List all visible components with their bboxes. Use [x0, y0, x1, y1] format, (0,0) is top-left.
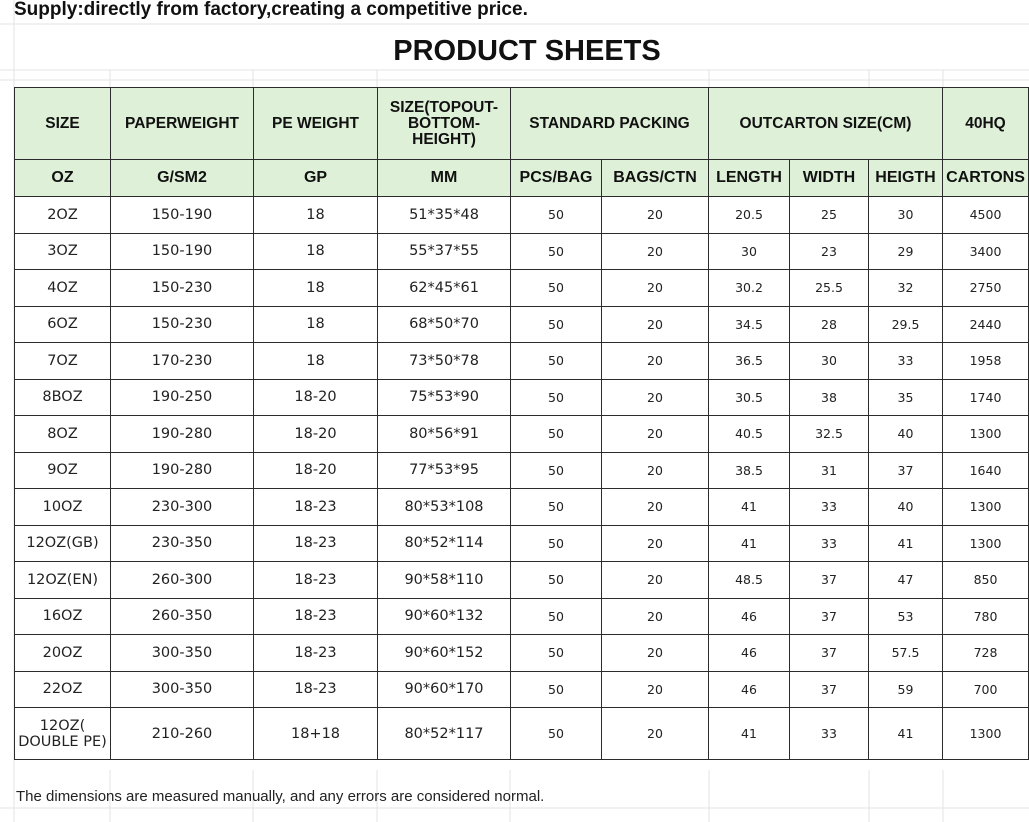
table-row: [15, 197, 1029, 234]
cell-cartons: 2440: [943, 306, 1029, 343]
cell-bags-ctn: 20: [602, 270, 709, 307]
header-standard-packing: STANDARD PACKING: [511, 88, 709, 160]
unit-header-row: [15, 160, 1029, 197]
cell-dimensions: 80*53*108: [378, 489, 511, 526]
unit-pcs-bag: PCS/BAG: [511, 160, 602, 197]
cell-heigth: 40: [869, 416, 943, 453]
cell-cartons: 1958: [943, 343, 1029, 380]
cell-size: 12OZ(EN): [15, 562, 111, 599]
cell-length: 40.5: [709, 416, 790, 453]
cell-heigth: 29: [869, 233, 943, 270]
cell-size: 10OZ: [15, 489, 111, 526]
cell-size: 20OZ: [15, 635, 111, 672]
cell-pe-weight: 18-23: [254, 635, 378, 672]
cell-pe-weight: 18-23: [254, 562, 378, 599]
cell-heigth: 29.5: [869, 306, 943, 343]
table-row: [15, 452, 1029, 489]
cell-cartons: 4500: [943, 197, 1029, 234]
cell-paperweight: 150-190: [111, 197, 254, 234]
cell-width: 33: [790, 489, 869, 526]
cell-width: 25: [790, 197, 869, 234]
cell-pcs-bag: 50: [511, 379, 602, 416]
table-row: [15, 306, 1029, 343]
cell-pe-weight: 18+18: [254, 708, 378, 760]
cell-cartons: 728: [943, 635, 1029, 672]
cell-pe-weight: 18-23: [254, 671, 378, 708]
cell-width: 37: [790, 635, 869, 672]
cell-bags-ctn: 20: [602, 197, 709, 234]
cell-size: 22OZ: [15, 671, 111, 708]
cell-pe-weight: 18-20: [254, 452, 378, 489]
table-row: [15, 708, 1029, 760]
unit-length: LENGTH: [709, 160, 790, 197]
cell-cartons: 1300: [943, 416, 1029, 453]
unit-width: WIDTH: [790, 160, 869, 197]
cell-length: 46: [709, 598, 790, 635]
unit-heigth: HEIGTH: [869, 160, 943, 197]
cell-pe-weight: 18: [254, 306, 378, 343]
cell-pcs-bag: 50: [511, 635, 602, 672]
cell-paperweight: 190-280: [111, 416, 254, 453]
cell-pe-weight: 18-23: [254, 598, 378, 635]
cell-paperweight: 150-230: [111, 270, 254, 307]
supply-statement: Supply:directly from factory,creating a competitive price.: [14, 0, 528, 20]
cell-dimensions: 62*45*61: [378, 270, 511, 307]
cell-size: 8BOZ: [15, 379, 111, 416]
cell-width: 32.5: [790, 416, 869, 453]
cell-bags-ctn: 20: [602, 416, 709, 453]
cell-paperweight: 230-300: [111, 489, 254, 526]
cell-paperweight: 150-190: [111, 233, 254, 270]
cell-pe-weight: 18: [254, 343, 378, 380]
cell-paperweight: 170-230: [111, 343, 254, 380]
table-row: [15, 525, 1029, 562]
table-row: [15, 671, 1029, 708]
header-40hq: 40HQ: [943, 88, 1029, 160]
cell-cartons: 780: [943, 598, 1029, 635]
cell-heigth: 41: [869, 525, 943, 562]
cell-pcs-bag: 50: [511, 306, 602, 343]
cell-bags-ctn: 20: [602, 343, 709, 380]
cell-width: 25.5: [790, 270, 869, 307]
unit-bags-ctn: BAGS/CTN: [602, 160, 709, 197]
cell-paperweight: 190-250: [111, 379, 254, 416]
cell-heigth: 30: [869, 197, 943, 234]
cell-pe-weight: 18-20: [254, 379, 378, 416]
cell-dimensions: 80*56*91: [378, 416, 511, 453]
cell-pcs-bag: 50: [511, 562, 602, 599]
cell-dimensions: 90*58*110: [378, 562, 511, 599]
cell-heigth: 40: [869, 489, 943, 526]
product-table: [14, 87, 1029, 760]
cell-bags-ctn: 20: [602, 233, 709, 270]
cell-pcs-bag: 50: [511, 197, 602, 234]
cell-cartons: 1640: [943, 452, 1029, 489]
cell-cartons: 850: [943, 562, 1029, 599]
cell-dimensions: 68*50*70: [378, 306, 511, 343]
table-row: [15, 562, 1029, 599]
cell-bags-ctn: 20: [602, 452, 709, 489]
cell-bags-ctn: 20: [602, 562, 709, 599]
cell-bags-ctn: 20: [602, 598, 709, 635]
cell-width: 38: [790, 379, 869, 416]
cell-length: 30: [709, 233, 790, 270]
cell-length: 36.5: [709, 343, 790, 380]
cell-heigth: 57.5: [869, 635, 943, 672]
table-row: [15, 233, 1029, 270]
header-pe-weight: PE WEIGHT: [254, 88, 378, 160]
header-dimensions: [378, 88, 511, 160]
cell-pcs-bag: 50: [511, 233, 602, 270]
cell-dimensions: 80*52*114: [378, 525, 511, 562]
cell-pcs-bag: 50: [511, 270, 602, 307]
cell-heigth: 33: [869, 343, 943, 380]
cell-paperweight: 210-260: [111, 708, 254, 760]
cell-width: 31: [790, 452, 869, 489]
cell-pcs-bag: 50: [511, 452, 602, 489]
cell-heigth: 53: [869, 598, 943, 635]
cell-size: 7OZ: [15, 343, 111, 380]
table-body: [15, 197, 1029, 760]
cell-length: 30.5: [709, 379, 790, 416]
cell-dimensions: 80*52*117: [378, 708, 511, 760]
cell-bags-ctn: 20: [602, 489, 709, 526]
cell-heigth: 59: [869, 671, 943, 708]
cell-bags-ctn: 20: [602, 525, 709, 562]
cell-cartons: 1300: [943, 708, 1029, 760]
cell-bags-ctn: 20: [602, 306, 709, 343]
cell-length: 46: [709, 671, 790, 708]
cell-dimensions: 55*37*55: [378, 233, 511, 270]
unit-cartons: CARTONS: [943, 160, 1029, 197]
cell-size: 3OZ: [15, 233, 111, 270]
cell-dimensions: 90*60*132: [378, 598, 511, 635]
cell-size: 2OZ: [15, 197, 111, 234]
cell-width: 28: [790, 306, 869, 343]
cell-pcs-bag: 50: [511, 671, 602, 708]
cell-dimensions: 77*53*95: [378, 452, 511, 489]
header-outcarton-size: OUTCARTON SIZE(CM): [709, 88, 943, 160]
table-row: [15, 379, 1029, 416]
cell-paperweight: 190-280: [111, 452, 254, 489]
cell-cartons: 1300: [943, 525, 1029, 562]
cell-pe-weight: 18-20: [254, 416, 378, 453]
footnote: The dimensions are measured manually, and any errors are considered normal.: [16, 788, 545, 805]
cell-size: 4OZ: [15, 270, 111, 307]
cell-cartons: 1740: [943, 379, 1029, 416]
cell-paperweight: 150-230: [111, 306, 254, 343]
cell-paperweight: 260-300: [111, 562, 254, 599]
cell-length: 41: [709, 525, 790, 562]
table-row: [15, 270, 1029, 307]
cell-dimensions: 73*50*78: [378, 343, 511, 380]
cell-size: [15, 708, 111, 760]
cell-pcs-bag: 50: [511, 489, 602, 526]
cell-pcs-bag: 50: [511, 598, 602, 635]
header-dimensions-label: SIZE(TOPOUT-BOTTOM-HEIGHT): [389, 98, 499, 148]
cell-heigth: 32: [869, 270, 943, 307]
cell-width: 23: [790, 233, 869, 270]
unit-gp: GP: [254, 160, 378, 197]
cell-bags-ctn: 20: [602, 379, 709, 416]
cell-paperweight: 230-350: [111, 525, 254, 562]
cell-heigth: 47: [869, 562, 943, 599]
unit-gsm: G/SM2: [111, 160, 254, 197]
cell-size: 16OZ: [15, 598, 111, 635]
cell-length: 34.5: [709, 306, 790, 343]
table-row: [15, 489, 1029, 526]
cell-length: 46: [709, 635, 790, 672]
cell-size: 9OZ: [15, 452, 111, 489]
cell-paperweight: 300-350: [111, 635, 254, 672]
cell-length: 48.5: [709, 562, 790, 599]
cell-heigth: 35: [869, 379, 943, 416]
unit-mm: MM: [378, 160, 511, 197]
cell-cartons: 700: [943, 671, 1029, 708]
cell-length: 41: [709, 489, 790, 526]
header-paperweight: PAPERWEIGHT: [111, 88, 254, 160]
cell-length: 20.5: [709, 197, 790, 234]
cell-paperweight: 300-350: [111, 671, 254, 708]
cell-width: 37: [790, 562, 869, 599]
cell-length: 41: [709, 708, 790, 760]
cell-pe-weight: 18-23: [254, 489, 378, 526]
header-size: SIZE: [15, 88, 111, 160]
cell-width: 30: [790, 343, 869, 380]
table-row: [15, 343, 1029, 380]
page-title: PRODUCT SHEETS: [393, 35, 661, 67]
table-row: [15, 635, 1029, 672]
cell-pcs-bag: 50: [511, 708, 602, 760]
cell-length: 38.5: [709, 452, 790, 489]
cell-pe-weight: 18: [254, 233, 378, 270]
table-row: [15, 598, 1029, 635]
cell-bags-ctn: 20: [602, 671, 709, 708]
group-header-row: [15, 88, 1029, 160]
cell-size: 6OZ: [15, 306, 111, 343]
cell-pe-weight: 18: [254, 270, 378, 307]
cell-size: 12OZ(GB): [15, 525, 111, 562]
cell-heigth: 41: [869, 708, 943, 760]
cell-dimensions: 90*60*152: [378, 635, 511, 672]
cell-width: 37: [790, 598, 869, 635]
cell-cartons: 1300: [943, 489, 1029, 526]
cell-width: 33: [790, 525, 869, 562]
cell-pcs-bag: 50: [511, 416, 602, 453]
cell-width: 37: [790, 671, 869, 708]
cell-pcs-bag: 50: [511, 343, 602, 380]
table-row: [15, 416, 1029, 453]
cell-bags-ctn: 20: [602, 708, 709, 760]
cell-pe-weight: 18-23: [254, 525, 378, 562]
cell-cartons: 2750: [943, 270, 1029, 307]
cell-cartons: 3400: [943, 233, 1029, 270]
cell-dimensions: 90*60*170: [378, 671, 511, 708]
cell-paperweight: 260-350: [111, 598, 254, 635]
cell-size: 8OZ: [15, 416, 111, 453]
cell-size-label: 12OZ( DOUBLE PE): [18, 717, 107, 750]
cell-pe-weight: 18: [254, 197, 378, 234]
cell-dimensions: 75*53*90: [378, 379, 511, 416]
cell-width: 33: [790, 708, 869, 760]
unit-oz: OZ: [15, 160, 111, 197]
cell-heigth: 37: [869, 452, 943, 489]
cell-pcs-bag: 50: [511, 525, 602, 562]
cell-bags-ctn: 20: [602, 635, 709, 672]
cell-length: 30.2: [709, 270, 790, 307]
cell-dimensions: 51*35*48: [378, 197, 511, 234]
